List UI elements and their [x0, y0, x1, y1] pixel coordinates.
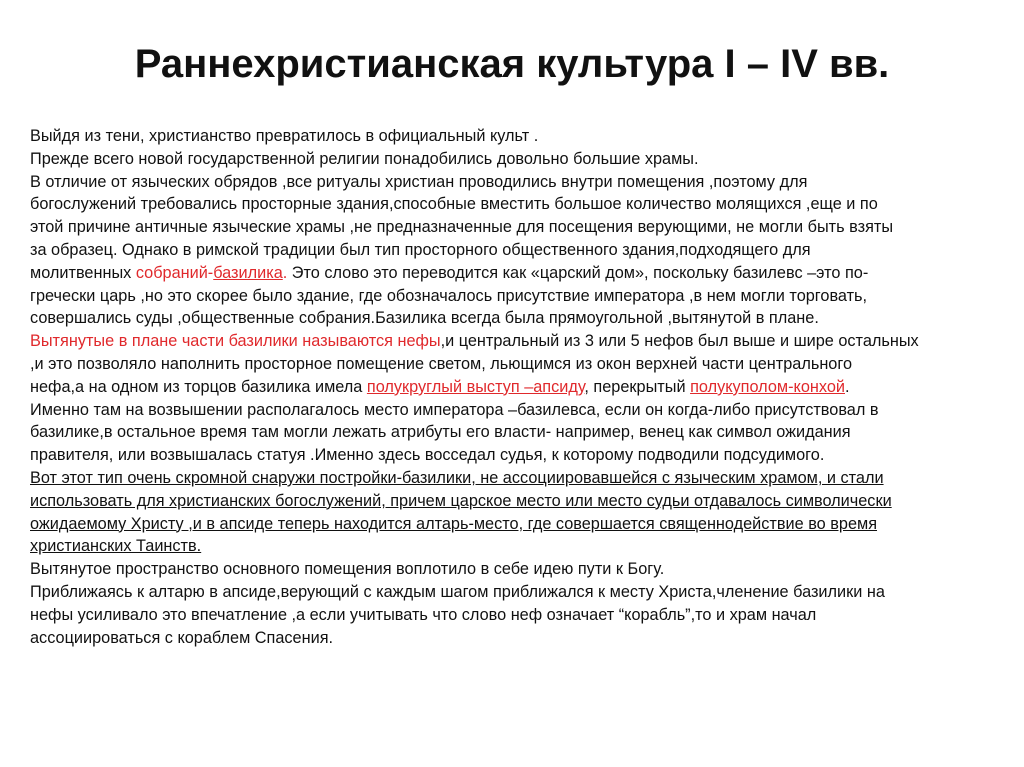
text-line: Выйдя из тени, христианство превратилось в официальный культ . — [30, 127, 539, 145]
text-line: этой причине античные языческие храмы ,не предназначенные для посещения верующими, не могли быть взяты — [30, 218, 894, 237]
text-line: гречески царь ,но это скорее было здание, где обозначалось присутствие императора ,в нем могли торговать, — [30, 286, 868, 305]
text-segment: ,и центральный из 3 или 5 нефов был выше и шире остальных — [440, 332, 919, 351]
underlined-term-basilica: базилика — [213, 263, 283, 282]
highlight-term: . — [282, 263, 288, 282]
text-line: нефы усиливало это впечатление ,а если учитывать что слово неф означает “корабль”,то и храм начал — [30, 605, 817, 624]
text-segment: , перекрытый — [584, 377, 691, 396]
text-line: богослужений требовались просторные здания,способные вместить большое количество молящихся ,еще и по — [30, 195, 878, 214]
text-line: за образец. Однако в римской традиции был тип просторного общественного здания,подходящего для — [30, 240, 811, 259]
text-segment: молитвенных — [30, 263, 136, 282]
text-line: Вытянутое пространство основного помещения воплотило в себе идею пути к Богу. — [30, 560, 665, 579]
text-line: правителя, или возвышалась статуя .Именно здесь восседал судья, к которому подводили подсудимого. — [30, 446, 825, 465]
underlined-text-line: использовать для христианских богослужений, причем царское место или место судьи отдавалось символически — [30, 491, 892, 510]
text-line — [30, 262, 1020, 285]
underlined-text-line: ожидаемому Христу ,и в апсиде теперь находится алтарь-место, где совершается священнодействие во время — [30, 514, 878, 533]
text-line: базилике,в остальное время там могли лежать атрибуты его власти- например, венец как символ ожидания — [30, 423, 851, 442]
text-segment: Это слово это переводится как «царский дом», поскольку базилевс –это по- — [287, 263, 869, 282]
underlined-text-line: Вот этот тип очень скромной снаружи постройки-базилики, не ассоциировавшейся с языческим храмом, и стали — [30, 468, 884, 487]
text-line: совершались суды ,общественные собрания.Базилика всегда была прямоугольной ,вытянутой в плане. — [30, 309, 819, 328]
highlight-term: собраний- — [135, 263, 214, 282]
underlined-text-line: христианских Таинств. — [30, 537, 202, 556]
text-segment: нефа,а на одном из торцов базилика имела — [30, 377, 367, 396]
text-line: Прежде всего новой государственной религии понадобились довольно большие храмы. — [30, 149, 699, 168]
slide-body-text — [30, 125, 1020, 649]
text-line: Приближаясь к алтарю в апсиде,верующий с каждым шагом приближался к месту Христа,членение базилики на — [30, 582, 885, 601]
slide-title: Раннехристианская культура I – IV вв. — [134, 42, 890, 86]
text-line: ассоциироваться с кораблем Спасения. — [30, 628, 334, 647]
text-line: Именно там на возвышении располагалось место императора –базилевса, если он когда-либо присутствовал в — [30, 400, 879, 419]
text-line — [30, 376, 1020, 399]
underlined-term-conch: полукуполом-конхой — [690, 377, 845, 396]
text-segment: . — [845, 377, 850, 396]
text-line: В отличие от языческих обрядов ,все ритуалы христиан проводились внутри помещения ,поэтому для — [30, 172, 808, 191]
text-line — [30, 330, 1020, 353]
underlined-term-apse: полукруглый выступ –апсиду — [366, 377, 585, 396]
text-line: ,и это позволяло наполнить просторное помещение светом, льющимся из окон верхней части центрального — [30, 354, 853, 373]
highlight-term-naves: Вытянутые в плане части базилики называются нефы — [30, 332, 441, 351]
